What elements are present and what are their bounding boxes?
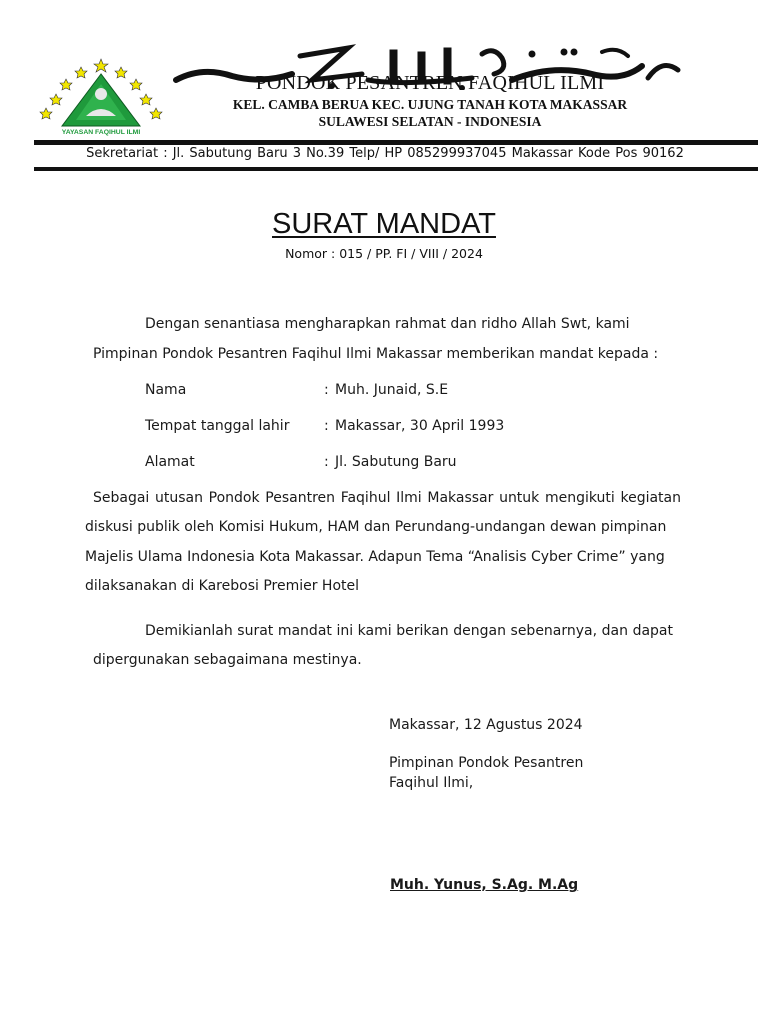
- field-value-nama: Muh. Junaid, S.E: [335, 382, 449, 398]
- closing-line-1: Demikianlah surat mandat ini kami berikan dengan sebenarnya, dan dapat: [145, 623, 673, 639]
- header-rule-bottom: [34, 167, 758, 171]
- org-address-line1: KEL. CAMBA BERUA KEC. UJUNG TANAH KOTA MAKASSAR: [232, 97, 628, 112]
- foundation-logo: [34, 58, 168, 136]
- field-sep-alamat: :: [324, 454, 329, 470]
- document-title: SURAT MANDAT: [272, 208, 496, 240]
- header-rule-top: [34, 140, 758, 145]
- field-sep-nama: :: [324, 382, 329, 398]
- signatory-name: Muh. Yunus, S.Ag. M.Ag: [390, 877, 579, 893]
- field-value-alamat: Jl. Sabutung Baru: [335, 454, 457, 470]
- field-label-alamat: Alamat: [145, 454, 195, 470]
- org-address-line2: SULAWESI SELATAN - INDONESIA: [318, 114, 542, 129]
- signature-position-2: Faqihul Ilmi,: [389, 775, 474, 791]
- field-value-birth: Makassar, 30 April 1993: [335, 418, 505, 434]
- field-label-birth: Tempat tanggal lahir: [145, 418, 290, 434]
- logo-caption: YAYASAN FAQIHUL ILMI: [61, 129, 141, 136]
- body-line-3: Majelis Ulama Indonesia Kota Makassar. Adapun Tema “Analisis Cyber Crime” yang: [85, 549, 665, 565]
- body-line-2: diskusi publik oleh Komisi Hukum, HAM dan Perundang-undangan dewan pimpinan: [85, 519, 667, 535]
- field-label-nama: Nama: [145, 382, 187, 398]
- secretariat-address: Sekretariat : Jl. Sabutung Baru 3 No.39 Telp/ HP 085299937045 Makassar Kode Pos 90162: [86, 146, 684, 161]
- signature-place-date: Makassar, 12 Agustus 2024: [389, 717, 583, 733]
- body-line-4: dilaksanakan di Karebosi Premier Hotel: [85, 578, 360, 594]
- document-number: Nomor : 015 / PP. FI / VIII / 2024: [285, 246, 483, 261]
- body-line-1: Sebagai utusan Pondok Pesantren Faqihul Ilmi Makassar untuk mengikuti kegiatan: [93, 490, 681, 506]
- field-sep-birth: :: [324, 418, 329, 434]
- opening-line-2: Pimpinan Pondok Pesantren Faqihul Ilmi Makassar memberikan mandat kepada :: [93, 346, 659, 362]
- opening-line-1: Dengan senantiasa mengharapkan rahmat dan ridho Allah Swt, kami: [145, 316, 630, 332]
- foundation-logo-icon: [34, 58, 168, 136]
- signature-position-1: Pimpinan Pondok Pesantren: [389, 755, 584, 771]
- org-name: PONDOK PESANTREN FAQIHUL ILMI: [255, 72, 605, 94]
- closing-line-2: dipergunakan sebagaimana mestinya.: [93, 652, 362, 668]
